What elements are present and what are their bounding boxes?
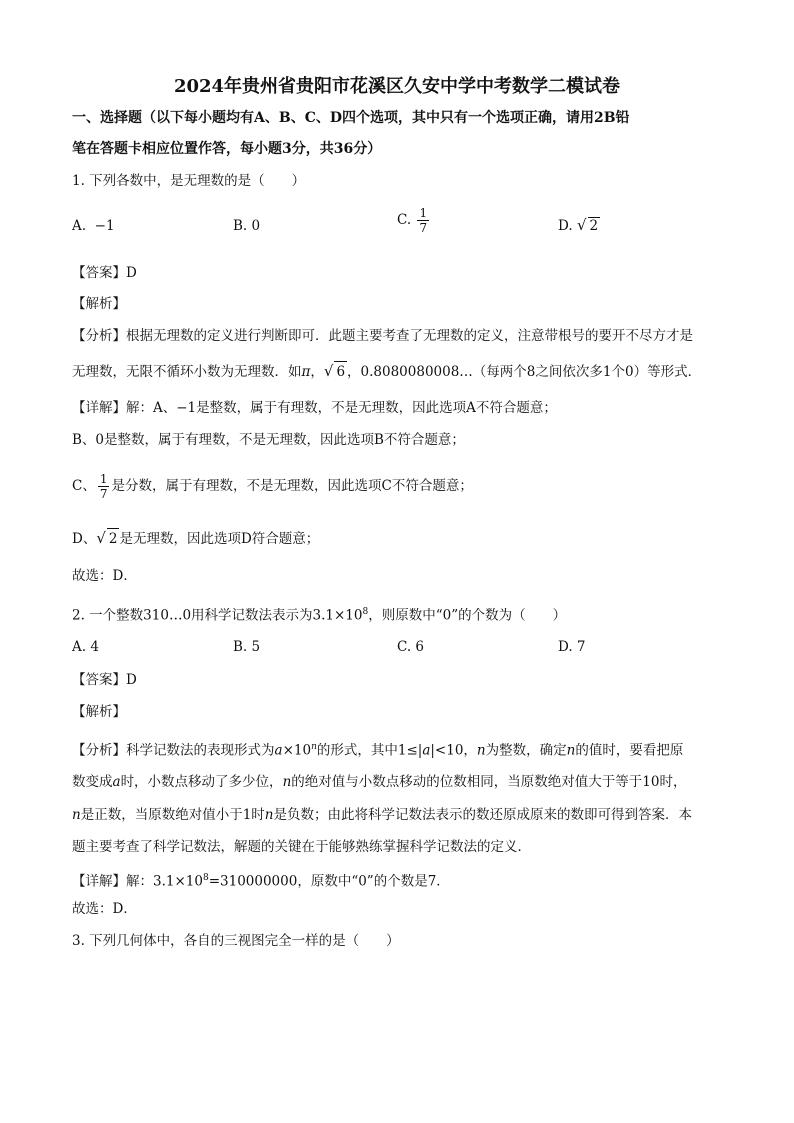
q2-option-d: D. 7: [558, 639, 586, 655]
q1-option-b: B. 0: [233, 218, 261, 234]
section-heading-line1: 一、选择题（以下每小题均有A、B、C、D四个选项，其中只有一个选项正确，请用2B铅: [72, 110, 630, 126]
q2-option-a: A. 4: [72, 639, 99, 655]
q2-stem: 2. 一个整数310…0用科学记数法表示为$3.1\times 10^8$，则原数中“0”的个数为（ ）: [72, 607, 567, 624]
q2-conclusion: 故选：D．: [72, 901, 137, 917]
q1-detail-b: B、0是整数，属于有理数，不是无理数，因此选项B不符合题意；: [72, 432, 465, 448]
q2-analysis-heading: 【解析】: [72, 704, 126, 720]
q1-answer: 【答案】D: [72, 265, 137, 281]
q2-option-c: C. 6: [397, 639, 425, 655]
q1-stem: 1. 下列各数中，是无理数的是（ ）: [72, 173, 306, 189]
section-heading-line2: 笔在答题卡相应位置作答，每小题3分，共36分）: [72, 141, 382, 157]
q1-analysis-heading: 【解析】: [72, 296, 126, 312]
q2-analysis-line3: n是正数，当原数绝对值小于1时n是负数；由此将科学记数法表示的数还原成原来的数即可得到答案．本: [72, 807, 692, 823]
q2-analysis-line1: 【分析】科学记数法的表现形式为$a\times 10^n$的形式，其中1≤|a|<10，n为整数，确定n的值时，要看把原: [72, 742, 684, 759]
q1-conclusion: 故选：D．: [72, 568, 137, 584]
q2-detail: 【详解】解：$3.1\times 10^8=310000000$，原数中“0”的个数是7．: [72, 873, 450, 890]
q1-option-d: D. √ 2: [558, 216, 599, 234]
q2-option-b: B. 5: [233, 639, 261, 655]
q3-stem: 3. 下列几何体中，各自的三视图完全一样的是（ ）: [72, 933, 400, 949]
q2-analysis-line2: 数变成a时，小数点移动了多少位，n的绝对值与小数点移动的位数相同，当原数绝对值大于等于10时，: [72, 774, 687, 790]
q1-analysis-line2: 无理数，无限不循环小数为无理数．如π，√ 6 ，0.8080080008…（每两个8之间依次多1个0）等形式．: [72, 362, 702, 380]
q1-analysis-line1: 【分析】根据无理数的定义进行判断即可．此题主要考查了无理数的定义，注意带根号的要开不尽方才是: [72, 328, 693, 344]
q1-option-a: A. −1: [72, 218, 115, 234]
q1-detail-d: D、√ 2 是无理数，因此选项D符合题意；: [72, 529, 320, 547]
q1-detail-a: 【详解】解：A、−1是整数，属于有理数，不是无理数，因此选项A不符合题意；: [72, 400, 557, 416]
page-title: 2024年贵州省贵阳市花溪区久安中学中考数学二模试卷: [173, 76, 621, 97]
q1-option-c: C. $\frac{1}{7}$: [397, 206, 428, 235]
q2-analysis-line4: 题主要考查了科学记数法，解题的关键在于能够熟练掌握科学记数法的定义．: [72, 839, 531, 855]
q2-answer: 【答案】D: [72, 672, 137, 688]
q1-detail-c: C、 $\frac{1}{7}$ 是分数，属于有理数，不是无理数，因此选项C不符合题意；: [72, 472, 473, 501]
